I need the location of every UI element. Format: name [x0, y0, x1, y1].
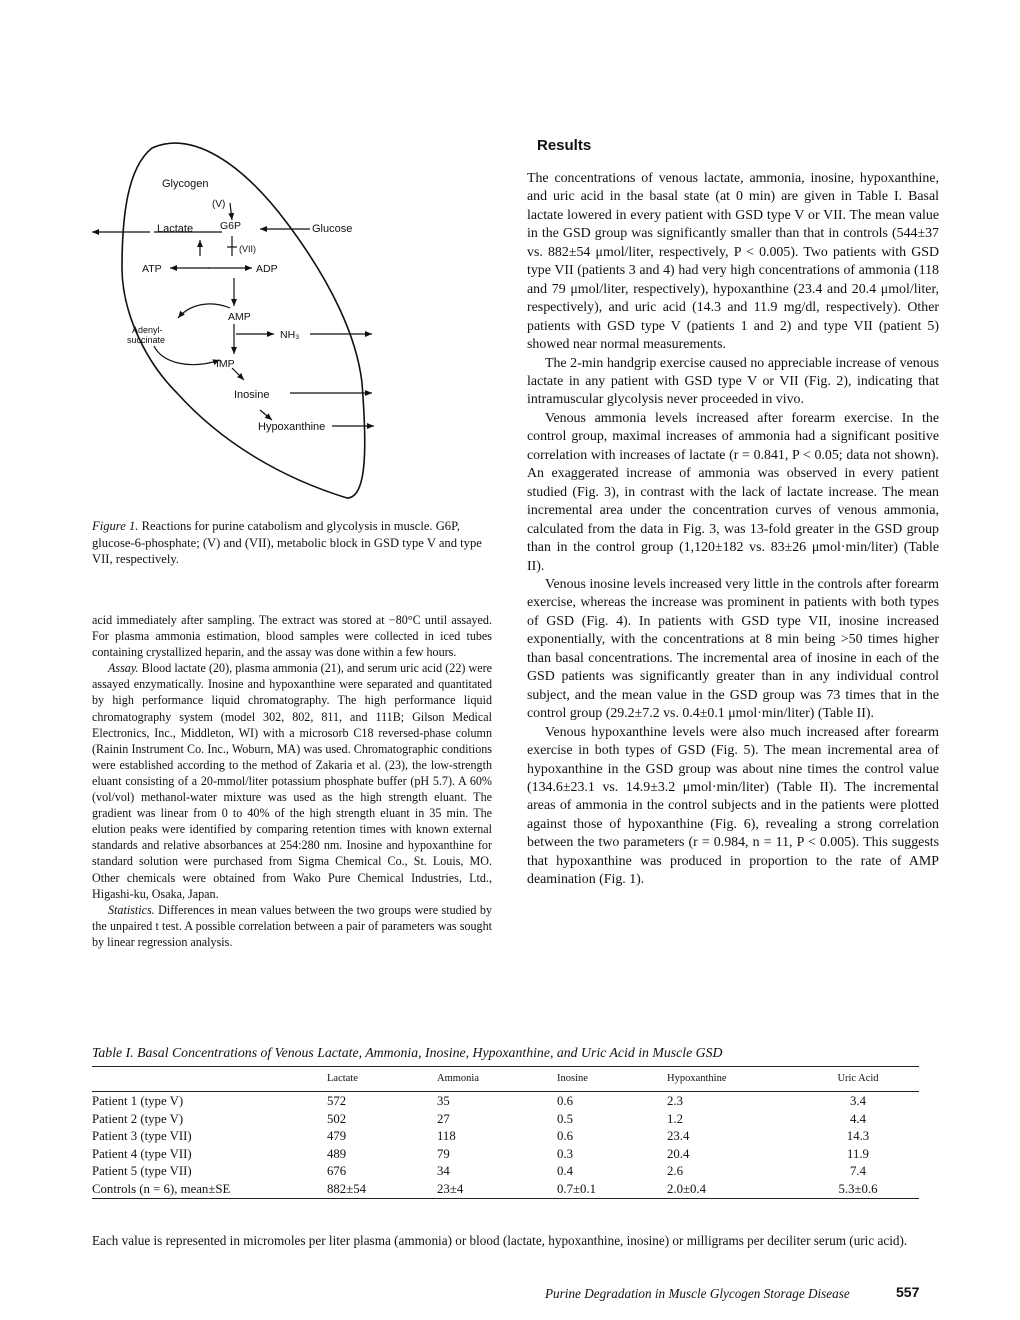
table-header-cell — [92, 1067, 327, 1089]
results-paragraph: Venous hypoxanthine levels were also much increased after forearm exercise in both types of GSD (Fig. 5). The mean incremental area of hypoxanthine in the GSD group was about nine times the control value (134.6±23.1 vs. 14.9±3.2 μmol·min/liter) (Table II). The incremental areas of ammonia in the control subjects and in the patients were plotted against those of hypoxanthine (Fig. 6), revealing a strong correlation between the two parameters (r = 0.984, n = 11, P < 0.005). This suggests that hypoxanthine was produced in proportion to the rate of AMP deamination (Fig. 1). — [527, 724, 939, 888]
cell-hypoxanthine: 20.4 — [667, 1146, 690, 1161]
methods-paragraph: acid immediately after sampling. The extract was stored at −80°C until assayed. For plasma ammonia estimation, blood samples were collected in iced tubes containing crystallized heparin, and the assay was done within a few hours. — [92, 613, 492, 660]
cell-lactate: 479 — [327, 1129, 347, 1143]
label-block-vii: (VII) — [239, 244, 256, 254]
cell-hypoxanthine: 2.3 — [667, 1094, 683, 1108]
cell-hypoxanthine: 1.2 — [667, 1111, 683, 1126]
row-label: Patient 2 (type V) — [92, 1111, 184, 1126]
cell-inosine: 0.6 — [557, 1094, 573, 1108]
assay-run-in: Assay. — [108, 661, 139, 676]
table-header-uric-acid: Uric Acid — [837, 1073, 879, 1084]
results-paragraph: The concentrations of venous lactate, ammonia, inosine, hypoxanthine, and uric acid in the basal state (at 0 min) are given in Table I. Basal lactate lowered in every patient with GSD type V or VII. The mean value in the GSD group was significantly smaller than that in controls (544±37 vs. 882±54 μmol/liter, respectively, P < 0.005). Two patients with GSD type VII (patients 3 and 4) had very high concentrations of ammonia (118 and 79 μmol/liter, respectively), hypoxanthine (23.4 and 20.4 μmol/liter, respectively), and uric acid (14.3 and 11.9 mg/dl, respectively). Other patients with GSD type V (patients 1 and 2) and type VII (patient 5) showed near normal measurements. — [527, 171, 939, 353]
table-row — [92, 1146, 919, 1164]
label-amp: AMP — [228, 311, 251, 323]
cell-ammonia: 34 — [437, 1164, 450, 1178]
cell-lactate: 676 — [327, 1164, 347, 1178]
statistics-text: Differences in mean values between the two groups were studied by the unpaired t test. A possible correlation between a pair of parameters was sought by linear regression analysis. — [92, 902, 492, 949]
cell-uric-acid: 4.4 — [850, 1111, 866, 1126]
label-atp: ATP — [142, 263, 162, 275]
cell-lactate: 502 — [327, 1111, 347, 1126]
results-paragraph: Venous ammonia levels increased after forearm exercise. In the control group, maximal increases of ammonia had a significant positive correlation with increases of lactate (r = 0.841, P < 0.05; data not shown). An exaggerated increase of ammonia was observed in every patient studied (Fig. 3), in contrast with the lack of lactate increase. The mean incremental area under the concentration curves of venous ammonia, calculated from the data in Fig. 3, was 13-fold greater in the GSD group than in the control group (1,120±182 vs. 83±26 μmol·min/liter) (Table II). — [527, 410, 939, 574]
label-inosine: Inosine — [234, 389, 270, 401]
table-footnote: Each value is represented in micromoles per liter plasma (ammonia) or blood (lactate, hypoxanthine, inosine) or milligrams per deciliter serum (uric acid). — [92, 1233, 908, 1248]
table-row — [92, 1111, 919, 1129]
label-glycogen: Glycogen — [162, 178, 209, 190]
label-hypoxanthine: Hypoxanthine — [258, 421, 326, 433]
table-header-hypoxanthine: Hypoxanthine — [667, 1073, 727, 1084]
results-paragraph: Venous inosine levels increased very little in the controls after forearm exercise, whereas the increase was prominent in patients with both types of GSD (Fig. 4). In patients with GSD type VII, inosine increased exponentially, with the concentrations at 8 min being >50 times higher than basal concentrations. The incremental area of inosine in each of the GSD patients was significantly greater than in any individual control subject, and the mean value in the GSD group was 73 times that in the control group (29.2±7.2 vs. 0.4±0.1 μmol·min/liter) (Table II). — [527, 576, 939, 722]
results-text — [527, 170, 939, 890]
label-adp: ADP — [256, 263, 278, 275]
cell-hypoxanthine: 23.4 — [667, 1129, 690, 1143]
table-row — [92, 1163, 919, 1181]
cell-inosine: 0.4 — [557, 1164, 573, 1178]
cell-hypoxanthine: 2.0±0.4 — [667, 1181, 707, 1196]
table-title: Table I. Basal Concentrations of Venous Lactate, Ammonia, Inosine, Hypoxanthine, and Uric Acid in Muscle GSD — [92, 1045, 723, 1060]
table-header-ammonia: Ammonia — [437, 1073, 479, 1084]
cell-ammonia: 27 — [437, 1111, 450, 1126]
cell-uric-acid: 7.4 — [850, 1164, 866, 1178]
cell-hypoxanthine: 2.6 — [667, 1164, 683, 1178]
cell-inosine: 0.5 — [557, 1111, 573, 1126]
results-paragraph: The 2-min handgrip exercise caused no appreciable increase of venous lactate in any patient with GSD type V or VII (Fig. 2), indicating that intramuscular glycolysis never proceeded in vivo. — [527, 355, 939, 408]
cell-uric-acid: 14.3 — [846, 1129, 870, 1143]
label-block-v: (V) — [212, 199, 226, 210]
methods-text — [92, 612, 492, 950]
figure-caption — [92, 518, 487, 568]
cell-uric-acid: 5.3±0.6 — [838, 1181, 878, 1196]
row-label: Patient 5 (type VII) — [92, 1164, 192, 1178]
cell-lactate: 882±54 — [327, 1181, 367, 1196]
label-adenylsuccinate: Adenyl- — [132, 325, 163, 335]
data-table — [92, 1067, 919, 1198]
assay-paragraph — [92, 660, 492, 901]
cell-lactate: 572 — [327, 1094, 347, 1108]
cell-inosine: 0.7±0.1 — [557, 1181, 597, 1196]
label-imp: IMP — [216, 358, 235, 370]
table-row — [92, 1093, 919, 1111]
table-header-row — [92, 1067, 919, 1089]
cell-ammonia: 79 — [437, 1146, 450, 1161]
table-row — [92, 1181, 919, 1199]
table-header-inosine: Inosine — [557, 1073, 588, 1084]
table-1 — [92, 1066, 919, 1199]
table-bottom-rule — [92, 1198, 919, 1199]
row-label: Patient 1 (type V) — [92, 1094, 184, 1108]
row-label: Patient 3 (type VII) — [92, 1129, 192, 1143]
row-label: Controls (n = 6), mean±SE — [92, 1181, 231, 1196]
label-g6p: G6P — [220, 220, 242, 232]
figure-1-diagram — [82, 128, 412, 508]
table-header-lactate: Lactate — [327, 1073, 358, 1084]
label-adenylsuccinate-2: succinate — [127, 335, 166, 345]
label-lactate: Lactate — [157, 223, 194, 235]
figure-caption-text: Reactions for purine catabolism and glycolysis in muscle. G6P, glucose-6-phosphate; (V) and (VII), metabolic block in GSD type V and type VII, respectively. — [92, 519, 482, 566]
figure-caption-label: Figure 1. — [92, 519, 139, 533]
cell-ammonia: 118 — [437, 1129, 456, 1143]
page-number: 557 — [896, 1284, 920, 1300]
cell-ammonia: 35 — [437, 1094, 450, 1108]
cell-inosine: 0.3 — [557, 1146, 573, 1161]
cell-ammonia: 23±4 — [437, 1181, 464, 1196]
assay-text: Blood lactate (20), plasma ammonia (21), and serum uric acid (22) were assayed enzymatically. Inosine and hypoxanthine were separated and quantitated by high performance liquid chromatography. The high performance liquid chromatography system (model 302, 802, 811, and 111B; Gilson Medical Electronics, Inc., Middleton, WI) with a microsorb C18 reversed-phase column (Rainin Instrument Co. Inc., Woburn, MA) was used. Chromatographic conditions were established according to the method of Zakaria et al. (23), the low-strength eluant consisting of a 20-mmol/liter potassium phosphate buffer (pH 5.7). A 60% (vol/vol) methanol-water mixture was used as the high strength eluant. The gradient was linear from 0 to 40% of the high strength eluant in 35 min. The elution peaks were identified by comparing retention times with known external standards and relative absorbances at 254:280 nm. Inosine and hypoxanthine for standard solution were purchased from Sigma Chemical Co., St. Louis, MO. Other chemicals were obtained from Wako Pure Chemical Industries, Ltd., Higashi-ku, Osaka, Japan. — [92, 661, 492, 901]
label-nh3: NH₃ — [280, 329, 300, 341]
running-title: Purine Degradation in Muscle Glycogen Storage Disease — [545, 1286, 850, 1301]
cell-uric-acid: 11.9 — [847, 1146, 869, 1161]
row-label: Patient 4 (type VII) — [92, 1146, 192, 1161]
table-row — [92, 1128, 919, 1146]
statistics-run-in: Statistics. — [108, 902, 155, 917]
cell-inosine: 0.6 — [557, 1129, 573, 1143]
cell-lactate: 489 — [327, 1146, 347, 1161]
cell-uric-acid: 3.4 — [850, 1094, 866, 1108]
results-heading: Results — [537, 137, 592, 154]
statistics-paragraph — [92, 902, 492, 950]
label-glucose: Glucose — [312, 223, 353, 235]
